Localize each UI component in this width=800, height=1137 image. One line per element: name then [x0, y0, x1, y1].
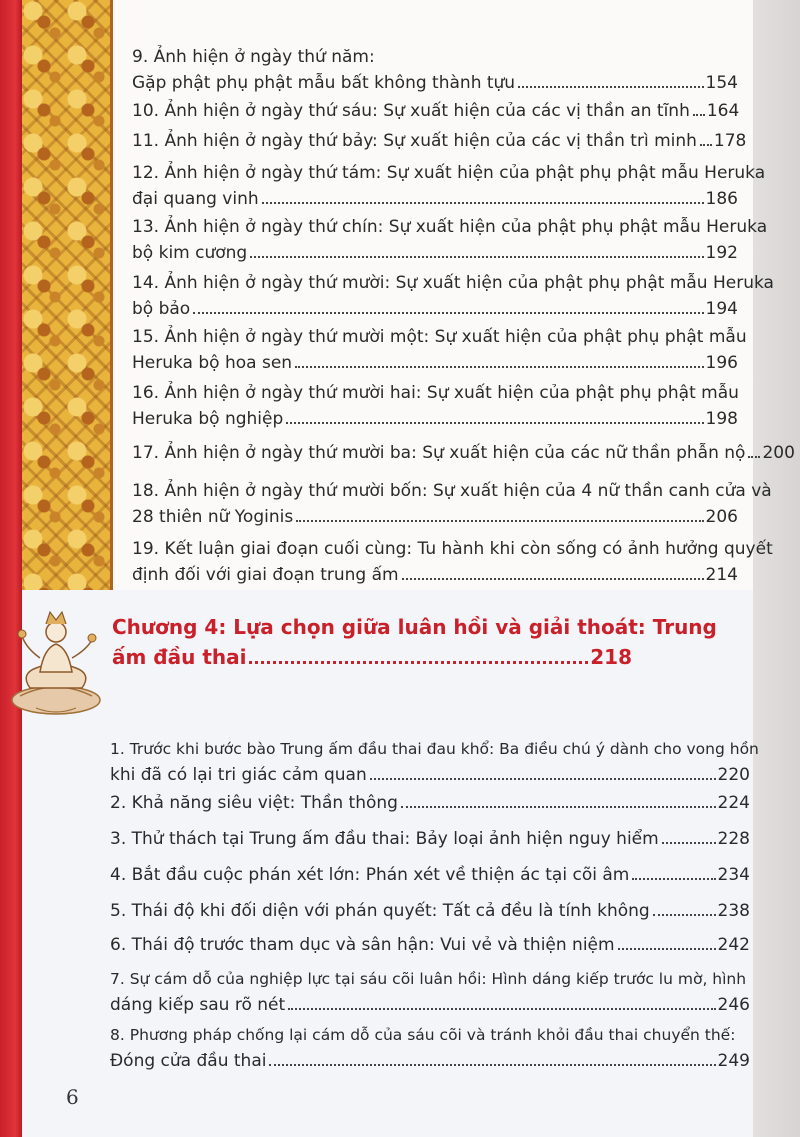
entry-text: 2. Khả năng siêu việt: Thần thông — [110, 793, 398, 813]
entry-text: Heruka bộ hoa sen — [132, 353, 293, 373]
leader-dots — [296, 520, 703, 522]
toc-entry-c4-5 — [110, 898, 750, 924]
toc-line — [110, 966, 750, 992]
toc-entry-16 — [132, 380, 738, 432]
chapter-line — [112, 642, 632, 672]
entry-text: 15. Ảnh hiện ở ngày thứ mười một: Sự xuất hiện của phật phụ phật mẫu — [132, 327, 747, 347]
entry-text: 1. Trước khi bước bào Trung ấm đầu thai đau khổ: Ba điều chú ý dành cho vong hồn — [110, 740, 759, 758]
entry-page: 196 — [705, 353, 738, 373]
toc-line — [110, 932, 750, 958]
toc-line — [110, 826, 750, 852]
toc-line — [110, 762, 750, 788]
toc-line — [132, 44, 738, 70]
toc-line — [110, 862, 750, 888]
toc-line — [132, 270, 774, 296]
toc-line — [132, 440, 795, 466]
toc-line — [110, 736, 759, 762]
entry-text: 19. Kết luận giai đoạn cuối cùng: Tu hành khi còn sống có ảnh hưởng quyết — [132, 539, 773, 559]
entry-page: 249 — [717, 1051, 750, 1071]
toc-line — [132, 128, 747, 154]
entry-text: 17. Ảnh hiện ở ngày thứ mười ba: Sự xuất hiện của các nữ thần phẫn nộ — [132, 443, 746, 463]
entry-text: 5. Thái độ khi đối diện với phán quyết: Tất cả đều là tính không — [110, 901, 650, 921]
toc-line — [132, 380, 738, 406]
entry-page: 238 — [717, 901, 750, 921]
chapter-title: ấm đầu thai — [112, 645, 247, 669]
entry-page: 220 — [717, 765, 750, 785]
leader-dots — [269, 1064, 715, 1066]
toc-entry-11 — [132, 128, 747, 154]
entry-text: 16. Ảnh hiện ở ngày thứ mười hai: Sự xuất hiện của phật phụ phật mẫu — [132, 383, 739, 403]
entry-text: Đóng cửa đầu thai — [110, 1051, 267, 1071]
toc-line — [132, 504, 738, 530]
entry-page: 192 — [705, 243, 738, 263]
entry-text: 9. Ảnh hiện ở ngày thứ năm: — [132, 47, 375, 67]
toc-entry-c4-2 — [110, 790, 750, 816]
toc-line — [132, 160, 766, 186]
toc-line — [132, 70, 738, 96]
toc-line — [132, 536, 773, 562]
entry-page: 206 — [705, 507, 738, 527]
entry-text: 7. Sự cám dỗ của nghiệp lực tại sáu cõi luân hồi: Hình dáng kiếp trước lu mờ, hình — [110, 970, 747, 988]
leader-dots — [286, 422, 703, 424]
toc-line — [132, 406, 738, 432]
leader-dots — [193, 312, 703, 314]
page-number: 6 — [66, 1085, 79, 1109]
toc-entry-15 — [132, 324, 747, 376]
toc-line — [132, 98, 738, 124]
entry-text: khi đã có lại tri giác cảm quan — [110, 765, 367, 785]
entry-text: đại quang vinh — [132, 189, 259, 209]
toc-entry-10 — [132, 98, 738, 124]
toc-line — [132, 296, 738, 322]
toc-entry-c4-7 — [110, 966, 750, 1018]
toc-entry-18 — [132, 478, 772, 530]
toc-line — [132, 186, 738, 212]
leader-dots — [262, 202, 704, 204]
entry-text: 4. Bắt đầu cuộc phán xét lớn: Phán xét về thiện ác tại cõi âm — [110, 865, 630, 885]
toc-line — [132, 240, 738, 266]
leader-dots — [288, 1008, 715, 1010]
toc-line — [110, 1048, 750, 1074]
leader-dots — [653, 914, 716, 916]
entry-page: 224 — [717, 793, 750, 813]
entry-page: 186 — [705, 189, 738, 209]
chapter-page: 218 — [590, 645, 632, 669]
entry-page: 234 — [717, 865, 750, 885]
leader-dots — [693, 114, 705, 116]
toc-entry-9 — [132, 44, 738, 96]
entry-text: 14. Ảnh hiện ở ngày thứ mười: Sự xuất hiện của phật phụ phật mẫu Heruka — [132, 273, 774, 293]
entry-text: 6. Thái độ trước tham dục và sân hận: Vui vẻ và thiện niệm — [110, 935, 615, 955]
toc-entry-17 — [132, 440, 795, 466]
toc-line — [132, 324, 747, 350]
entry-text: định đối với giai đoạn trung ấm — [132, 565, 399, 585]
leader-dots — [402, 578, 704, 580]
toc-line — [110, 992, 750, 1018]
leader-dots — [370, 778, 716, 780]
leader-dots — [618, 948, 716, 950]
toc-line — [132, 478, 772, 504]
entry-page: 154 — [705, 73, 738, 93]
toc-line — [132, 350, 738, 376]
toc-line — [110, 898, 750, 924]
chapter-title: Chương 4: Lựa chọn giữa luân hồi và giải thoát: Trung — [112, 615, 717, 639]
deity-illustration — [0, 588, 112, 720]
entry-text: Heruka bộ nghiệp — [132, 409, 284, 429]
toc-line — [132, 562, 738, 588]
chapter-4-heading — [112, 612, 717, 672]
leader-dots — [632, 878, 715, 880]
leader-dots — [662, 842, 716, 844]
entry-text: bộ kim cương — [132, 243, 248, 263]
entry-page: 200 — [762, 443, 795, 463]
entry-page: 198 — [705, 409, 738, 429]
leader-dots — [250, 256, 703, 258]
entry-page: 228 — [717, 829, 750, 849]
entry-text: 11. Ảnh hiện ở ngày thứ bảy: Sự xuất hiện của các vị thần trì minh — [132, 131, 697, 151]
entry-page: 164 — [706, 101, 740, 121]
entry-text: 13. Ảnh hiện ở ngày thứ chín: Sự xuất hiện của phật phụ phật mẫu Heruka — [132, 217, 768, 237]
leader-dots — [748, 456, 760, 458]
entry-text: 28 thiên nữ Yoginis — [132, 507, 294, 527]
entry-text: bộ bảo — [132, 299, 191, 319]
entry-text: dáng kiếp sau rõ nét — [110, 995, 286, 1015]
leader-dots — [295, 366, 703, 368]
toc-entry-12 — [132, 160, 766, 212]
entry-text: 3. Thử thách tại Trung ấm đầu thai: Bảy loại ảnh hiện nguy hiểm — [110, 829, 659, 849]
entry-text: 8. Phương pháp chống lại cám dỗ của sáu cõi và tránh khỏi đầu thai chuyển thế: — [110, 1026, 736, 1044]
leader-dots — [249, 661, 588, 664]
entry-page: 214 — [705, 565, 738, 585]
chapter-line — [112, 612, 717, 642]
toc-entry-c4-4 — [110, 862, 750, 888]
red-edge-strip — [0, 0, 22, 1137]
toc-entry-13 — [132, 214, 768, 266]
leader-dots — [401, 806, 716, 808]
toc-line — [132, 214, 768, 240]
toc-entry-c4-1 — [110, 736, 759, 788]
entry-text: Gặp phật phụ phật mẫu bất không thành tựu — [132, 73, 516, 93]
toc-entry-c4-8 — [110, 1022, 750, 1074]
entry-page: 178 — [713, 131, 747, 151]
entry-text: 12. Ảnh hiện ở ngày thứ tám: Sự xuất hiện của phật phụ phật mẫu Heruka — [132, 163, 766, 183]
entry-page: 246 — [717, 995, 750, 1015]
entry-text: 18. Ảnh hiện ở ngày thứ mười bốn: Sự xuất hiện của 4 nữ thần canh cửa và — [132, 481, 772, 501]
toc-line — [110, 1022, 750, 1048]
entry-page: 242 — [717, 935, 750, 955]
leader-dots — [700, 144, 712, 146]
entry-text: 10. Ảnh hiện ở ngày thứ sáu: Sự xuất hiện của các vị thần an tĩnh — [132, 101, 690, 121]
toc-entry-c4-6 — [110, 932, 750, 958]
toc-entry-19 — [132, 536, 773, 588]
toc-entry-c4-3 — [110, 826, 750, 852]
toc-entry-14 — [132, 270, 774, 322]
entry-page: 194 — [705, 299, 738, 319]
toc-line — [110, 790, 750, 816]
leader-dots — [518, 86, 703, 88]
